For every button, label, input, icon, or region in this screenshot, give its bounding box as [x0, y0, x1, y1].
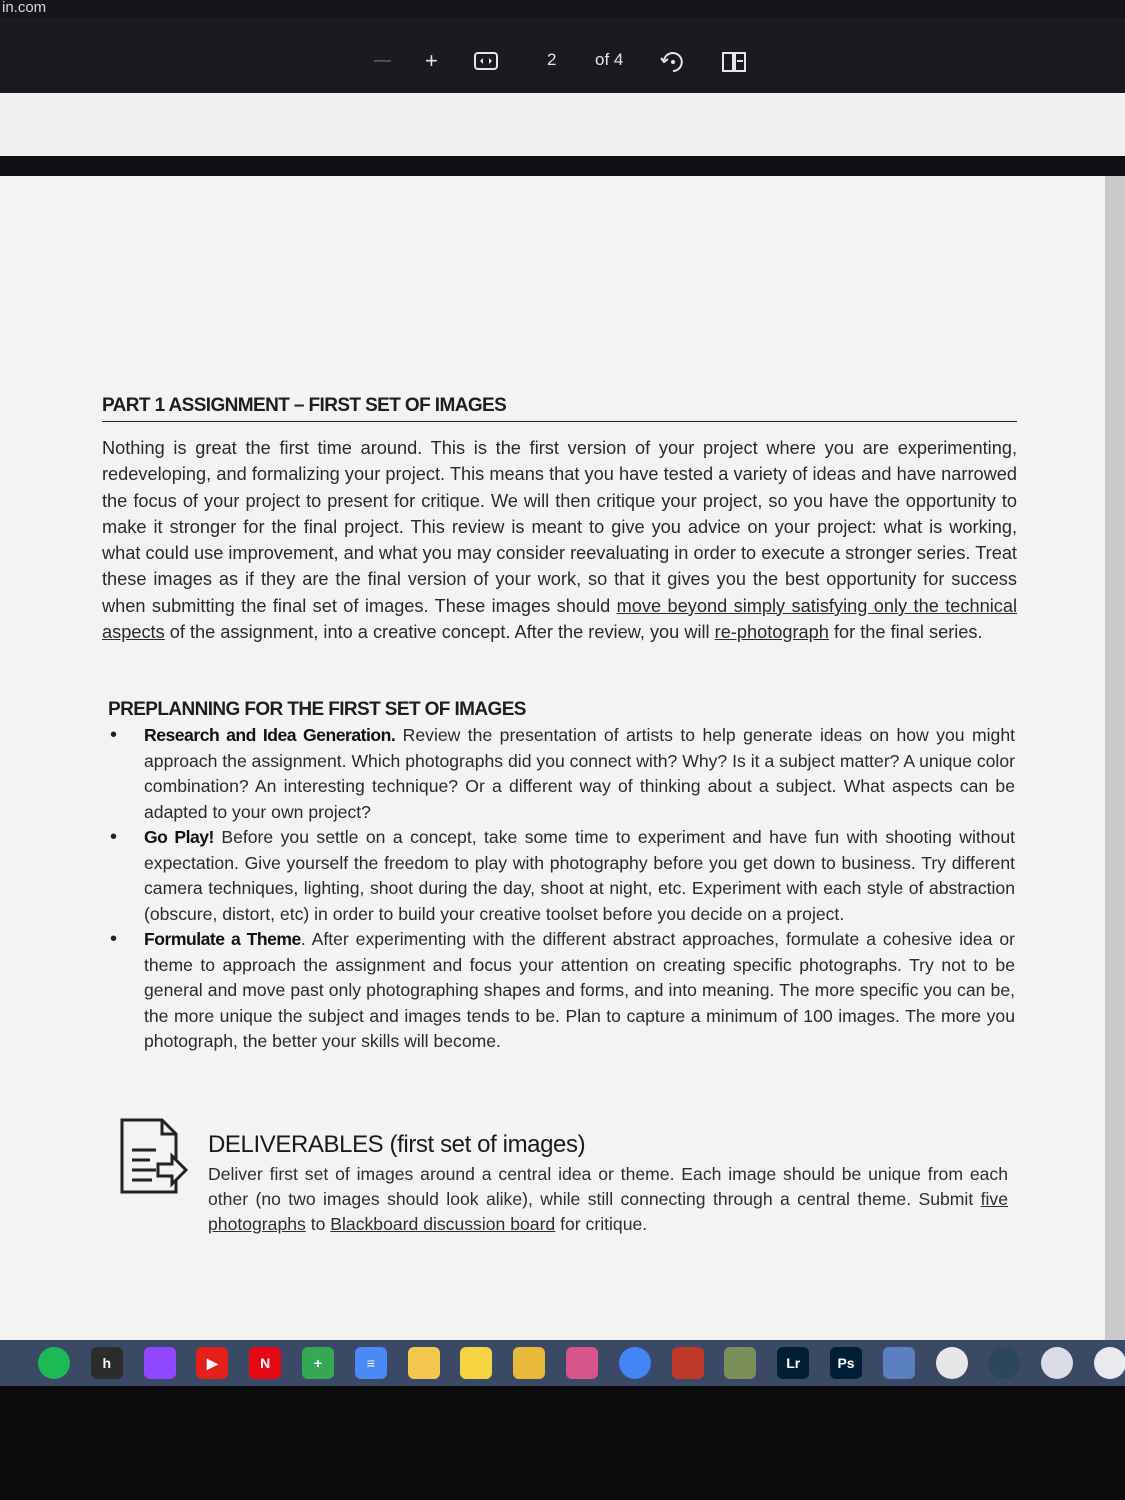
zoom-out-button[interactable]: — — [374, 50, 391, 69]
intro-underline-1: move beyond simply satisfying only the technical aspects — [102, 595, 1017, 643]
list-item — [110, 927, 1015, 1055]
assignment-heading: PART 1 ASSIGNMENT – FIRST SET OF IMAGES — [102, 395, 1017, 422]
rotate-icon — [660, 50, 686, 74]
intro-text-1: Nothing is great the first time around. This is the first version of your project where you are experimenting, redeveloping, and formalizing your project. This means that you have tested a variety of ideas and have narrowed the focus of your project to present for critique. We will then critique your project, so you have the opportunity to make it stronger for the final project. This review is meant to give you advice on your project: what is working, what could use improvement, and what you may consider reevaluating in order to execute a stronger series. Treat these images as if they are the final version of your work, so that it gives you the best opportunity for success when submitting the final set of images. These images should — [102, 438, 1017, 616]
circle-app2-icon[interactable] — [1094, 1347, 1125, 1379]
browser-url-bar[interactable] — [0, 0, 1125, 18]
bullet-title: Go Play! — [144, 827, 214, 847]
leaf-app-icon[interactable] — [724, 1347, 756, 1379]
camera-app-icon[interactable] — [883, 1347, 915, 1379]
record-app-icon[interactable] — [672, 1347, 704, 1379]
sheets-icon[interactable]: + — [302, 1347, 334, 1379]
bullet-title: Formulate a Theme — [144, 929, 301, 949]
bullet-title: Research and Idea Generation. — [144, 725, 396, 745]
deliverables-text — [208, 1162, 1008, 1237]
bullet-text: Review the presentation of artists to help generate ideas on how you might approach the assignment. Which photographs did you connect with? Why? Is it a subject matter? A unique color combination? An interesting technique? Or a different way of thinking about a subject. What aspects can be adapted to your own project? — [144, 725, 1015, 822]
zoom-in-button[interactable]: + — [425, 48, 438, 73]
chrome-icon[interactable] — [619, 1347, 651, 1379]
netflix-icon[interactable]: N — [249, 1347, 281, 1379]
previous-page-bottom — [0, 93, 1125, 156]
notes-icon[interactable] — [460, 1347, 492, 1379]
deliverables-text-3: for critique. — [555, 1214, 648, 1234]
page-count: of 4 — [595, 50, 624, 69]
youtube-icon[interactable]: ▶ — [196, 1347, 228, 1379]
document-page — [0, 176, 1105, 1396]
deliverables-text-2: to — [305, 1214, 331, 1234]
folder2-icon[interactable] — [513, 1347, 545, 1379]
deliverables-underline-1: five photographs — [208, 1189, 1008, 1234]
peace-app-icon[interactable] — [936, 1347, 968, 1379]
pdf-toolbar — [0, 18, 1125, 93]
intro-paragraph — [102, 435, 1017, 645]
current-page-input[interactable]: 2 — [547, 50, 557, 69]
spotify-icon[interactable] — [38, 1347, 70, 1379]
photoshop-icon[interactable]: Ps — [830, 1347, 862, 1379]
deliverables-title: DELIVERABLES (first set of images) — [208, 1131, 586, 1158]
url-text: in.com — [2, 0, 47, 16]
page-separator — [0, 156, 1125, 176]
preplanning-list — [110, 723, 1015, 1055]
rotate-button[interactable] — [660, 50, 686, 79]
fit-width-button[interactable] — [474, 52, 498, 75]
lightroom-icon[interactable]: Lr — [777, 1347, 809, 1379]
deliverables-underline-2: Blackboard discussion board — [330, 1214, 556, 1234]
twitch-icon[interactable] — [144, 1347, 176, 1379]
bullet-text: . After experimenting with the different abstract approaches, formulate a cohesive idea or theme to approach the assignment and focus your attention on creating specific photographs. Try not to be general and move past only photographing shapes and forms, and into meaning. The more specific you can be, the more unique the subject and images tends to be. Plan to capture a minimum of 100 images. The more you photograph, the better your skills will become. — [144, 929, 1015, 1051]
intro-underline-2: re-photograph — [714, 622, 829, 643]
intro-text-3: for the final series. — [828, 622, 983, 643]
document-viewer[interactable] — [0, 93, 1125, 1340]
bird-app-icon[interactable] — [566, 1347, 598, 1379]
monitor-bezel — [0, 1386, 1125, 1500]
folder-icon[interactable] — [408, 1347, 440, 1379]
deliverables-text-1: Deliver first set of images around a central idea or theme. Each image should be unique from each other (no two images should look alike), while still connecting through a central theme. Submit — [208, 1164, 1008, 1209]
taskbar — [0, 1340, 1125, 1386]
circle-app-icon[interactable] — [1041, 1347, 1073, 1379]
fit-width-icon — [474, 52, 498, 70]
bullet-text: Before you settle on a concept, take some time to experiment and have fun with shooting without expectation. Give yourself the freedom to play with photography before you get down to business. Try different camera techniques, lighting, shoot during the day, shoot at night, etc. Experiment with each style of abstraction (obscure, distort, etc) in order to build your creative toolset before you decide on a project. — [144, 827, 1016, 924]
page-view-button[interactable] — [722, 51, 748, 78]
preplanning-heading: PREPLANNING FOR THE FIRST SET OF IMAGES — [108, 699, 526, 720]
list-item — [110, 723, 1015, 825]
steam-icon[interactable] — [988, 1347, 1020, 1379]
deliverables-document-icon — [118, 1116, 190, 1200]
page-view-icon — [722, 51, 748, 73]
h-app-icon[interactable]: h — [91, 1347, 123, 1379]
docs-icon[interactable]: ≡ — [355, 1347, 387, 1379]
list-item — [110, 825, 1015, 927]
intro-text-2: of the assignment, into a creative concept. After the review, you will — [164, 622, 715, 643]
